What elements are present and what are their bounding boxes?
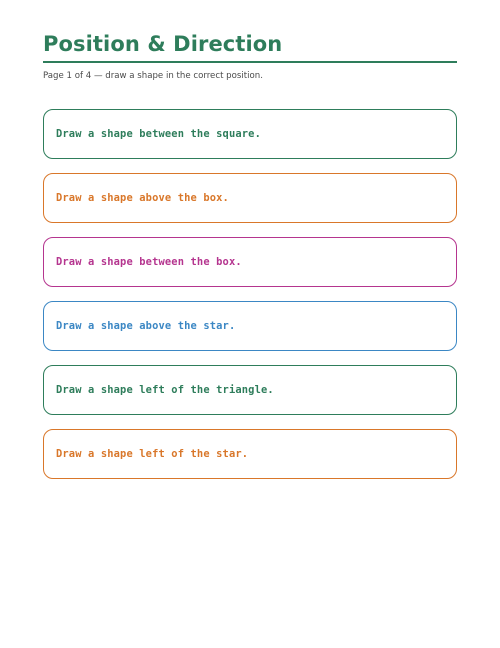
prompt-card: [43, 109, 457, 159]
prompt-card: [43, 173, 457, 223]
prompt-card: [43, 237, 457, 287]
prompt-card: [43, 365, 457, 415]
prompt-card: [43, 301, 457, 351]
title-underline: [43, 61, 457, 63]
prompt-text: Draw a shape between the box.: [56, 256, 242, 268]
worksheet-header: [43, 30, 457, 82]
prompt-text: Draw a shape between the square.: [56, 128, 261, 140]
page-title: Position & Direction: [43, 32, 283, 56]
prompt-text: Draw a shape left of the star.: [56, 448, 249, 460]
prompt-list: [43, 109, 457, 493]
page-subtitle: Page 1 of 4 — draw a shape in the correct position.: [43, 71, 263, 81]
prompt-card: [43, 429, 457, 479]
prompt-text: Draw a shape above the star.: [56, 320, 236, 332]
prompt-text: Draw a shape above the box.: [56, 192, 229, 204]
prompt-text: Draw a shape left of the triangle.: [56, 384, 274, 396]
